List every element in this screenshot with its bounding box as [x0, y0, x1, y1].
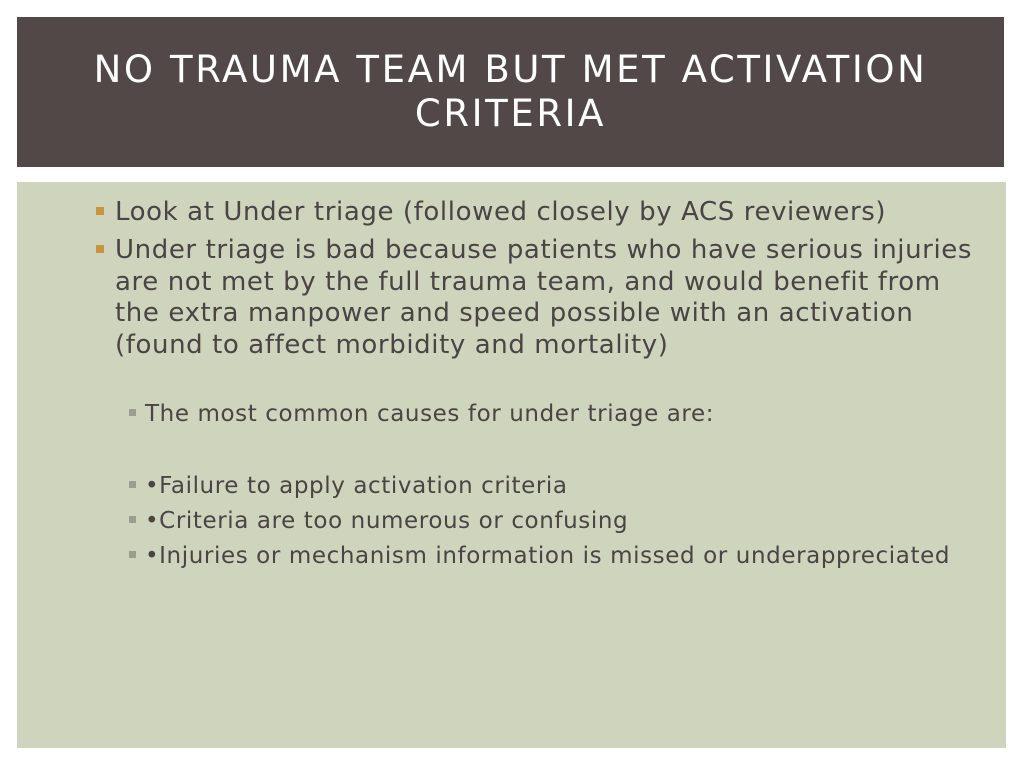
square-bullet-icon	[96, 207, 104, 215]
square-sub-bullet-icon	[129, 409, 136, 416]
bullet-item	[115, 197, 985, 229]
sub-bullet-item	[145, 507, 975, 535]
bullet-text: Under triage is bad because patients who have serious injuries are not met by the full trauma team, and would benefit from the extra manpower and speed possible with an activation (found to affect morbidity and mortality)	[115, 235, 973, 360]
bullet-item	[115, 235, 985, 361]
square-sub-bullet-icon	[129, 516, 136, 523]
square-bullet-icon	[96, 245, 104, 253]
sub-bullet-text: •Criteria are too numerous or confusing	[145, 508, 629, 534]
sub-bullet-item	[145, 472, 975, 500]
slide-title-bar	[17, 17, 1004, 167]
sub-bullet-text: •Failure to apply activation criteria	[145, 473, 568, 499]
bullet-text: Look at Under triage (followed closely by ACS reviewers)	[115, 197, 887, 227]
square-sub-bullet-icon	[129, 481, 136, 488]
sub-bullet-item	[145, 400, 975, 428]
sub-bullet-text: •Injuries or mechanism information is missed or underappreciated	[145, 543, 951, 569]
sub-bullet-text: The most common causes for under triage are:	[145, 401, 715, 427]
slide-content-panel	[17, 182, 1006, 748]
sub-bullet-item	[145, 542, 975, 570]
slide-title: NO TRAUMA TEAM BUT MET ACTIVATION CRITERIA	[93, 48, 928, 135]
square-sub-bullet-icon	[129, 551, 136, 558]
